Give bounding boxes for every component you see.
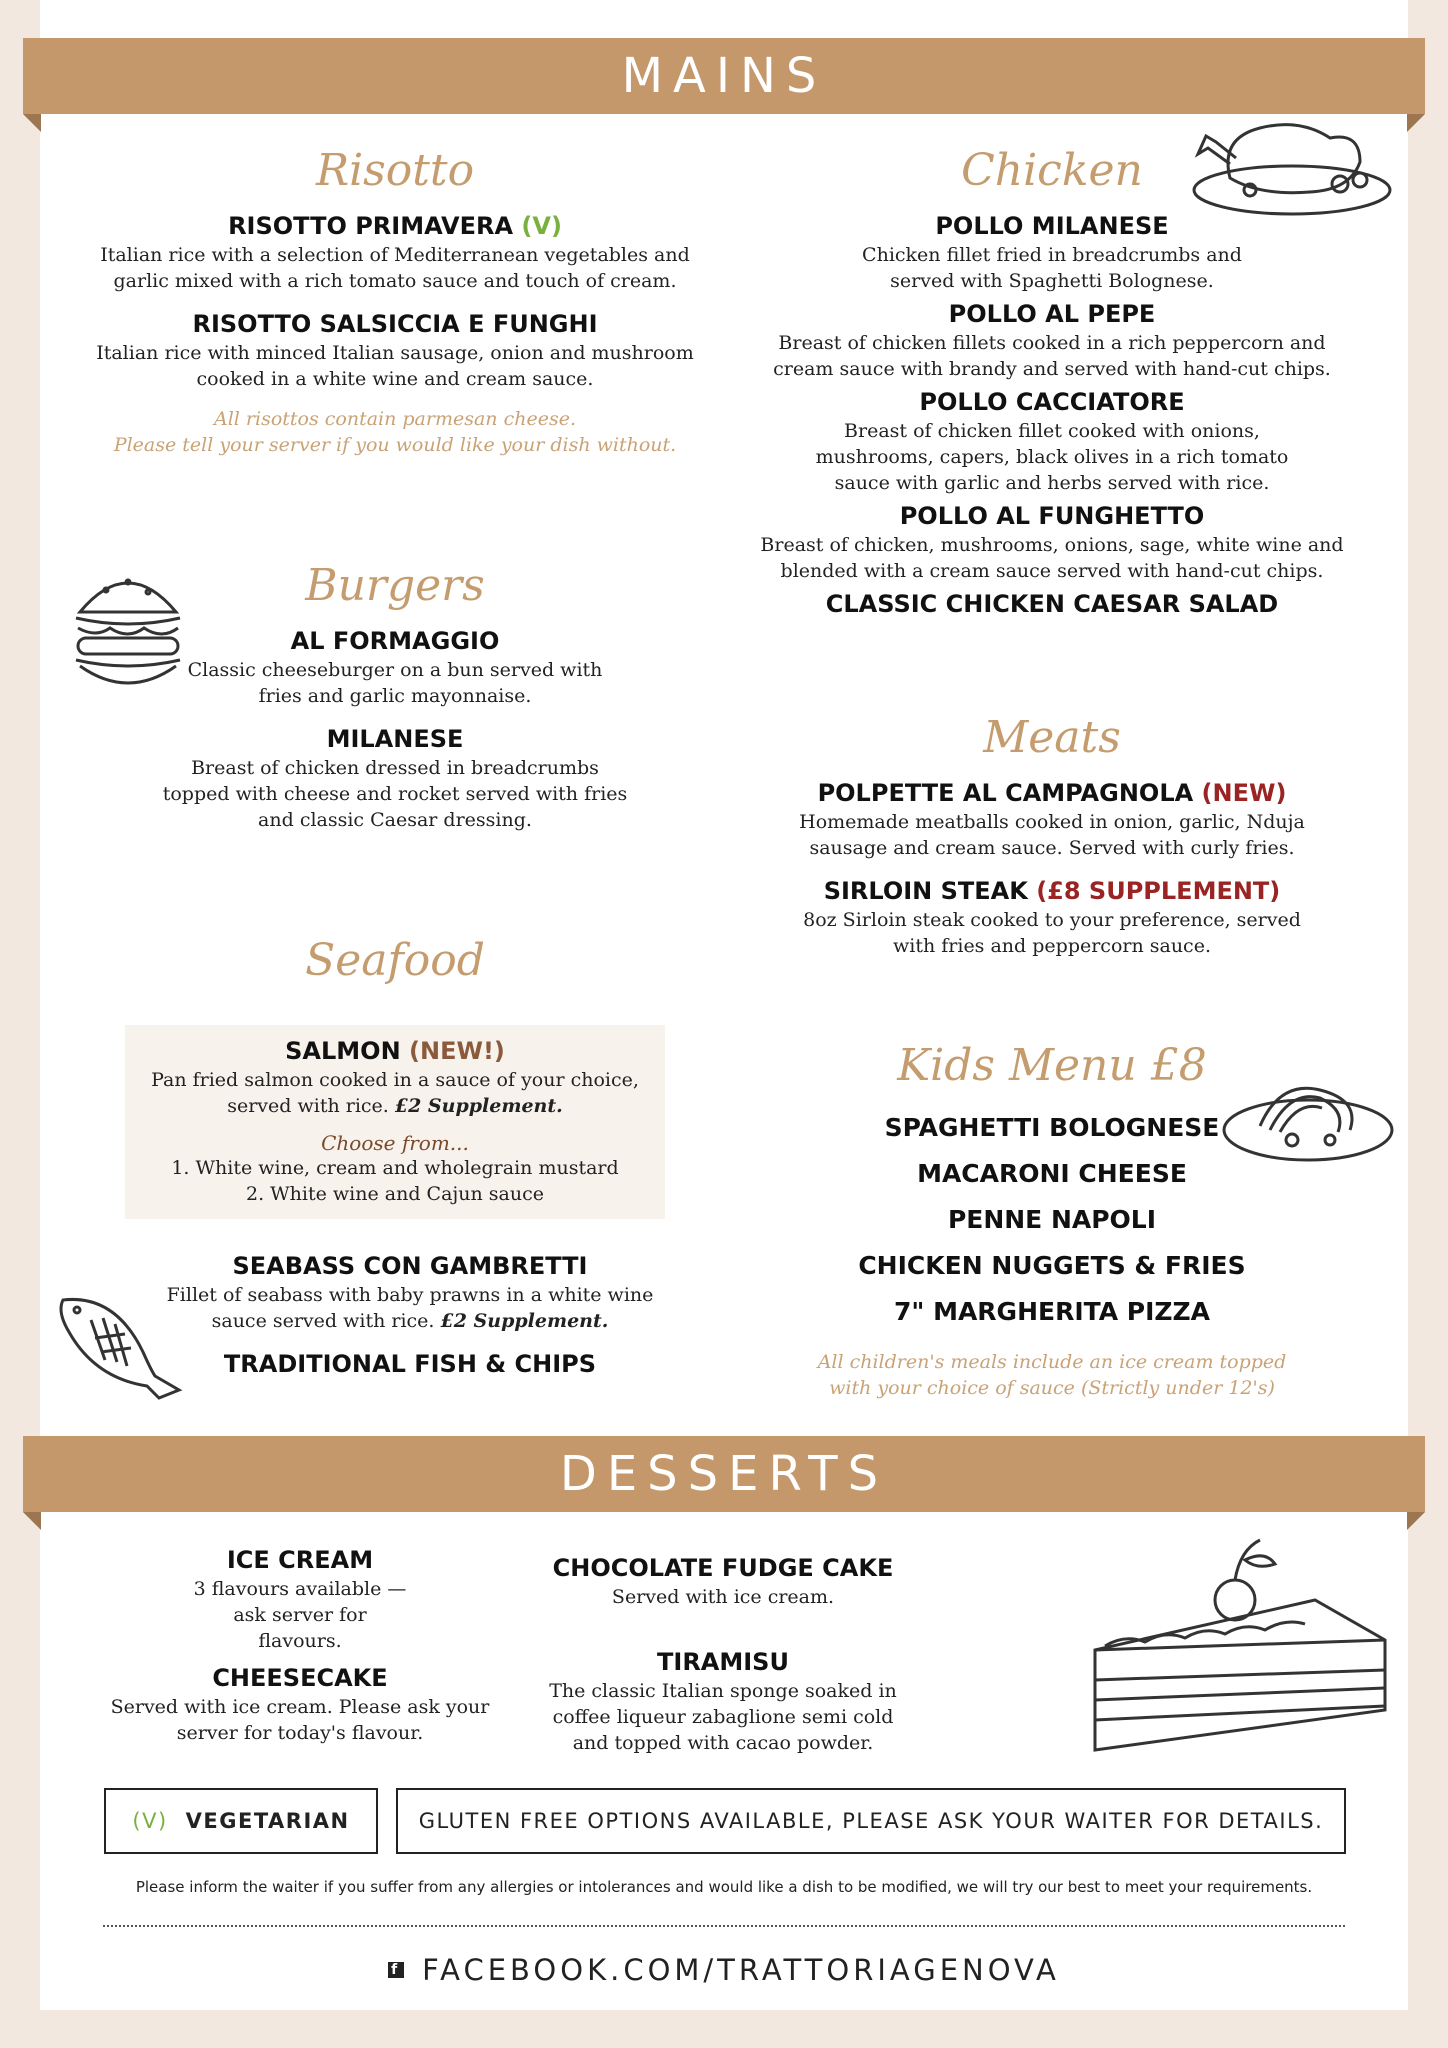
risotto-note-line1: All risottos contain parmesan cheese. bbox=[214, 408, 576, 430]
sauce-option: 1. White wine, cream and wholegrain mustard bbox=[171, 1157, 619, 1179]
vegetarian-tag: (V) bbox=[521, 212, 562, 240]
mains-banner bbox=[23, 38, 1425, 114]
vegetarian-legend bbox=[104, 1788, 378, 1854]
supplement-tag: (£8 SUPPLEMENT) bbox=[1036, 877, 1281, 905]
banner-fold-left bbox=[23, 1512, 41, 1530]
kids-menu-item: SPAGHETTI BOLOGNESE bbox=[884, 1113, 1220, 1142]
cake-slice-icon bbox=[1085, 1530, 1405, 1760]
risotto-section bbox=[95, 145, 695, 458]
dessert-cheesecake bbox=[100, 1662, 500, 1760]
dish-name: CHEESECAKE bbox=[212, 1664, 388, 1692]
dish-name: POLLO AL PEPE bbox=[948, 300, 1156, 328]
dessert-ice-cream bbox=[100, 1544, 500, 1668]
dish-description: Italian rice with a selection of Mediterranean vegetables and garlic mixed with a rich tomato sauce and touch of cream. bbox=[100, 244, 690, 292]
dish-name: MILANESE bbox=[326, 725, 464, 753]
dish-name-text: POLPETTE AL CAMPAGNOLA bbox=[817, 779, 1194, 807]
dish-name bbox=[752, 875, 1352, 907]
dish-description: Chicken fillet fried in breadcrumbs and served with Spaghetti Bolognese. bbox=[862, 244, 1242, 292]
chicken-section bbox=[752, 145, 1352, 620]
kids-note-line2: with your choice of sauce (Strictly under 12's) bbox=[829, 1377, 1275, 1399]
dish-description: Breast of chicken fillet cooked with onions, mushrooms, capers, black olives in a rich tomato sauce with garlic and herbs served with rice. bbox=[815, 420, 1289, 494]
vegetarian-legend-tag: (V) bbox=[132, 1809, 168, 1833]
dish-name: POLLO CACCIATORE bbox=[919, 388, 1185, 416]
dish-description: Breast of chicken dressed in breadcrumbs topped with cheese and rocket served with fries and classic Caesar dressing. bbox=[162, 757, 628, 831]
seabass-desc-text: Fillet of seabass with baby prawns in a white wine sauce served with rice. bbox=[166, 1284, 654, 1332]
kids-menu-item: PENNE NAPOLI bbox=[947, 1205, 1157, 1234]
dish-description: Served with ice cream. Please ask your server for today's flavour. bbox=[110, 1696, 490, 1744]
dish-name: POLLO MILANESE bbox=[935, 212, 1169, 240]
burgers-section bbox=[95, 560, 695, 847]
banner-fold-right bbox=[1407, 1512, 1425, 1530]
dessert-tiramisu bbox=[523, 1646, 923, 1770]
dish-description: Breast of chicken fillets cooked in a rich peppercorn and cream sauce with brandy and served with hand-cut chips. bbox=[773, 332, 1331, 380]
dish-name-text: SALMON bbox=[285, 1037, 401, 1065]
kids-menu-section bbox=[752, 1040, 1352, 1401]
dish-name: AL FORMAGGIO bbox=[290, 627, 500, 655]
seafood-title: Seafood bbox=[305, 935, 485, 986]
dish-name: SEABASS CON GAMBRETTI bbox=[232, 1252, 588, 1280]
risotto-note-line2: Please tell your server if you would like your dish without. bbox=[113, 434, 677, 456]
supplement-note: £2 Supplement. bbox=[394, 1095, 563, 1117]
dish-name: ICE CREAM bbox=[226, 1546, 374, 1574]
dotted-divider bbox=[103, 1925, 1345, 1927]
dish-name bbox=[752, 777, 1352, 809]
new-tag: (NEW) bbox=[1201, 779, 1287, 807]
risotto-title: Risotto bbox=[315, 145, 475, 196]
dish-name: POLLO AL FUNGHETTO bbox=[899, 502, 1205, 530]
seabass-item bbox=[160, 1250, 660, 1380]
supplement-note: £2 Supplement. bbox=[440, 1310, 609, 1332]
allergy-notice: Please inform the waiter if you suffer from any allergies or intolerances and would like a dish to be modified, we will try our best to meet your requirements. bbox=[135, 1878, 1313, 1896]
dish-description: Served with ice cream. bbox=[611, 1586, 835, 1608]
desserts-banner bbox=[23, 1436, 1425, 1512]
dish-description: Homemade meatballs cooked in onion, garlic, Nduja sausage and cream sauce. Served with curly fries. bbox=[799, 811, 1305, 859]
banner-fold-left bbox=[23, 114, 41, 132]
mains-banner-title: MAINS bbox=[621, 48, 827, 104]
dish-description: Breast of chicken, mushrooms, onions, sage, white wine and blended with a cream sauce served with hand-cut chips. bbox=[760, 534, 1344, 582]
salmon-feature-box bbox=[125, 1025, 665, 1219]
dish-name bbox=[141, 1035, 649, 1067]
dish-description bbox=[160, 1282, 660, 1334]
dish-name: TIRAMISU bbox=[657, 1648, 789, 1676]
kids-menu-item: CHICKEN NUGGETS & FRIES bbox=[858, 1251, 1246, 1280]
dish-description: The classic Italian sponge soaked in coffee liqueur zabaglione semi cold and topped with cacao powder. bbox=[549, 1680, 897, 1754]
salmon-desc-text: Pan fried salmon cooked in a sauce of your choice, served with rice. bbox=[151, 1069, 639, 1117]
facebook-icon: f bbox=[388, 1962, 404, 1978]
gluten-free-notice bbox=[396, 1788, 1346, 1854]
new-tag: (NEW!) bbox=[409, 1037, 505, 1065]
vegetarian-legend-label: VEGETARIAN bbox=[185, 1809, 350, 1833]
dish-description bbox=[141, 1067, 649, 1119]
desserts-banner-title: DESSERTS bbox=[559, 1446, 889, 1502]
seafood-section bbox=[95, 935, 695, 1000]
dish-description: 8oz Sirloin steak cooked to your preference, served with fries and peppercorn sauce. bbox=[803, 909, 1301, 957]
dessert-chocolate-fudge-cake bbox=[523, 1552, 923, 1624]
dish-name: TRADITIONAL FISH & CHIPS bbox=[223, 1350, 597, 1378]
kids-menu-item: MACARONI CHEESE bbox=[917, 1159, 1187, 1188]
footer bbox=[40, 1950, 1408, 1990]
chicken-title: Chicken bbox=[961, 145, 1143, 196]
dish-description: Italian rice with minced Italian sausage, onion and mushroom cooked in a white wine and cream sauce. bbox=[96, 342, 694, 390]
facebook-link[interactable]: FACEBOOK.COM/TRATTORIAGENOVA bbox=[422, 1953, 1060, 1987]
kids-note-line1: All children's meals include an ice cream topped bbox=[817, 1351, 1287, 1373]
gluten-free-text: GLUTEN FREE OPTIONS AVAILABLE, PLEASE ASK YOUR WAITER FOR DETAILS. bbox=[418, 1809, 1324, 1833]
choose-heading: Choose from... bbox=[321, 1131, 469, 1155]
burgers-title: Burgers bbox=[305, 560, 485, 611]
dish-description: 3 flavours available — ask server for flavours. bbox=[193, 1578, 407, 1652]
dish-name-text: RISOTTO PRIMAVERA bbox=[228, 212, 514, 240]
kids-menu-item: 7" MARGHERITA PIZZA bbox=[893, 1297, 1211, 1326]
sauce-option: 2. White wine and Cajun sauce bbox=[245, 1183, 545, 1205]
dish-name bbox=[95, 210, 695, 242]
meats-section bbox=[752, 712, 1352, 973]
dish-name: CLASSIC CHICKEN CAESAR SALAD bbox=[825, 590, 1279, 618]
dish-description: Classic cheeseburger on a bun served with fries and garlic mayonnaise. bbox=[187, 659, 603, 707]
banner-fold-right bbox=[1407, 114, 1425, 132]
kids-menu-title: Kids Menu £8 bbox=[897, 1040, 1207, 1091]
dish-name-text: SIRLOIN STEAK bbox=[823, 877, 1028, 905]
dish-name: RISOTTO SALSICCIA E FUNGHI bbox=[192, 310, 598, 338]
dish-name: CHOCOLATE FUDGE CAKE bbox=[552, 1554, 894, 1582]
meats-title: Meats bbox=[983, 712, 1121, 763]
